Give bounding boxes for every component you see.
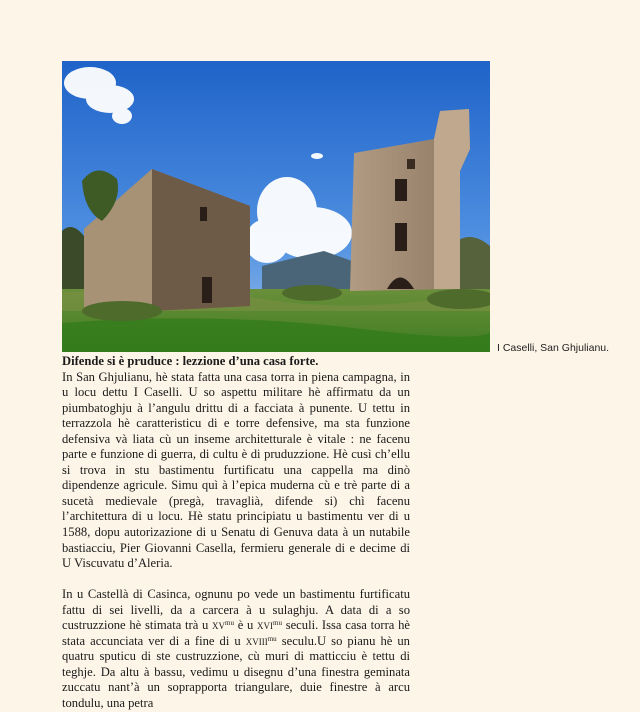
tower-ruins-photo — [62, 61, 490, 352]
century-xvi: xvi — [257, 618, 274, 633]
ordinal-superscript: mu — [273, 619, 282, 628]
ordinal-superscript: mu — [225, 619, 234, 628]
paragraph-2-text: seculu.U so pianu hè un quatru sputicu di ste custruzzione, cù muri di matticciu è tettu di teghje. Da altu à bassu, vedimu u disegnu d’una finestra geminata zuccatu nant’à un soprapporta triangulare, duie finestre à arcu tondulu, una petra — [62, 633, 410, 710]
section-heading: Difende si è pruduce : lezzione d’una casa forte. — [62, 354, 319, 368]
photo-caption: I Caselli, San Ghjulianu. — [497, 342, 610, 354]
paragraph-2-text: In u Castellà di Casinca, ognunu po vede un bastimentu furtificatu fattu di sei livelli, da a carcera à u sulaghju. A data di a so custruzzione hè stimata trà u — [62, 587, 410, 633]
paragraph-2 — [62, 587, 410, 711]
ordinal-superscript: mu — [267, 634, 277, 643]
century-xviii: xviii — [245, 633, 268, 648]
paragraph-1: In San Ghjulianu, hè stata fatta una casa torra in piena campagna, in u locu dettu I Caselli. U so aspettu militare hè affirmatu da un piumbatoghju à l’angulu drittu di a facciata à punente. U tettu in terrazzola hè caratteristicu di e torre defensive, ma sta funzione defensiva và liata cù un inseme architetturale è vitale : ne facenu parte e funzione di guerra, di cultu è di pruduzzione. Hè cusì ch’ellu si trova in stu bastimentu furtificatu una cappella ma dinò dipendenze agricule. Simu quì à l’epica muderna cù e trè parte di a sucetà medievale (pregà, travaglià, difende si) chì facenu l’architettura di u locu. Hè statu principiatu u bastimentu ver di u 1588, dopu autorizazione di u Senatu di Genuva data à un nutabile bastiacciu, Pier Giovanni Casella, fermieru generale di e decime di U Viscuvatu d’Aleria. — [62, 369, 410, 571]
paragraph-2-text: è u — [234, 618, 258, 633]
century-xv: xv — [212, 618, 226, 633]
paragraph-2-text: seculi. Issa casa torra hè stata accunciata ver di a fine di u — [62, 618, 410, 648]
article-body — [62, 354, 410, 712]
